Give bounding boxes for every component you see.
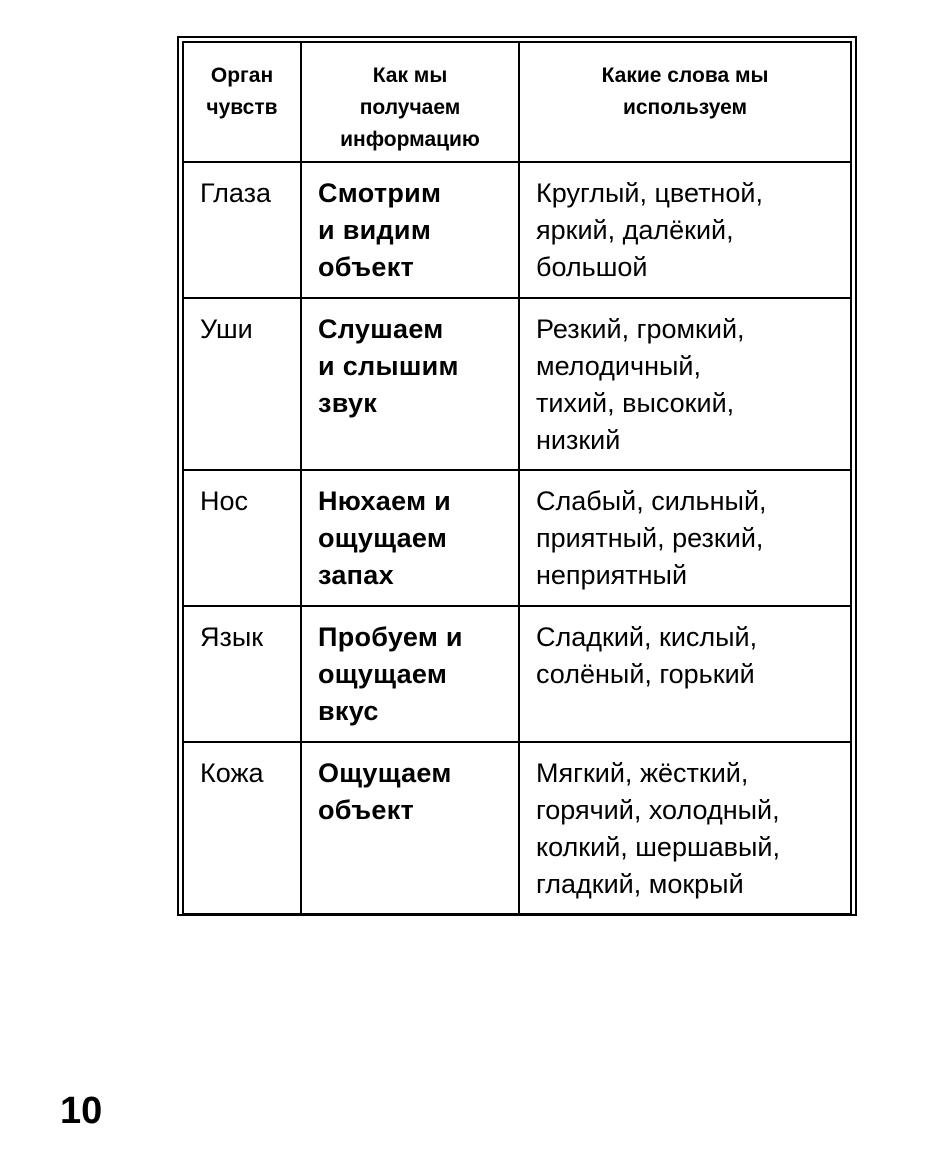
organ-cell: Уши xyxy=(183,298,301,470)
how-cell: Слушаем и слышим звук xyxy=(301,298,519,470)
header-how: Как мы получаем информацию xyxy=(301,42,519,162)
senses-table-frame xyxy=(177,36,857,916)
words-cell: Резкий, громкий, мелодичный, тихий, высокий, низкий xyxy=(519,298,851,470)
senses-table xyxy=(182,41,852,915)
words-cell: Сладкий, кислый, солёный, горький xyxy=(519,606,851,742)
organ-cell: Нос xyxy=(183,470,301,606)
organ-cell: Глаза xyxy=(183,162,301,298)
how-cell: Пробуем и ощущаем вкус xyxy=(301,606,519,742)
words-cell: Круглый, цветной, яркий, далёкий, большой xyxy=(519,162,851,298)
how-cell: Ощущаем объект xyxy=(301,742,519,914)
how-cell: Смотрим и видим объект xyxy=(301,162,519,298)
table-header-row xyxy=(183,42,851,162)
table-row xyxy=(183,298,851,470)
organ-cell: Язык xyxy=(183,606,301,742)
header-words: Какие слова мы используем xyxy=(519,42,851,162)
page-number: 10 xyxy=(60,1090,103,1132)
how-cell: Нюхаем и ощущаем запах xyxy=(301,470,519,606)
table-row xyxy=(183,606,851,742)
words-cell: Мягкий, жёсткий, горячий, холодный, колкий, шершавый, гладкий, мокрый xyxy=(519,742,851,914)
organ-cell: Кожа xyxy=(183,742,301,914)
words-cell: Слабый, сильный, приятный, резкий, неприятный xyxy=(519,470,851,606)
header-organ: Орган чувств xyxy=(183,42,301,162)
table-row xyxy=(183,742,851,914)
table-row xyxy=(183,470,851,606)
table-row xyxy=(183,162,851,298)
